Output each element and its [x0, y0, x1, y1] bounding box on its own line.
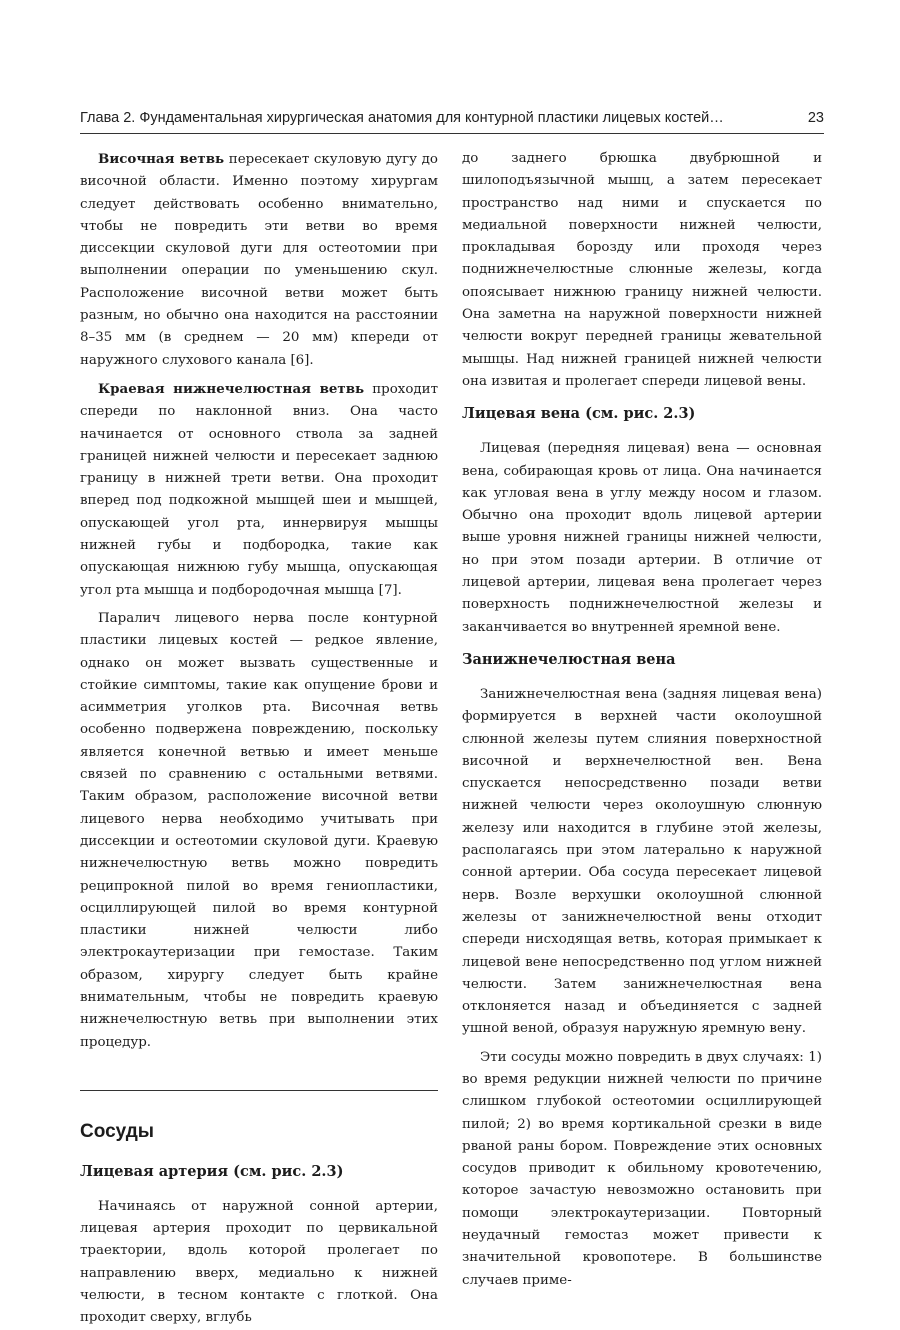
section-title-vessels: Сосуды — [80, 1120, 155, 1142]
subheading-facial-artery: Лицевая артерия (см. рис. 2.3) — [80, 1162, 344, 1180]
running-title: Глава 2. Фундаментальная хирургическая анатомия для контурной пластики лицевых костей… — [80, 110, 724, 126]
left-column — [80, 148, 438, 1330]
paragraph-facial-vein: Лицевая (передняя лицевая) вена — основная вена, собирающая кровь от лица. Она начинается как угловая вена в углу между носом и глазом. Обычно она проходит вдоль лицевой артерии выше уровня нижней границы нижней челюсти, но при этом позади артерии. В отличие от лицевой артерии, лицевая вена пролегает через поверхность поднижнечелюстной железы и заканчивается во внутренней яремной вене. — [462, 441, 822, 635]
right-column — [462, 148, 822, 1292]
paragraph-vessel-injury: Эти сосуды можно повредить в двух случаях: 1) во время редукции нижней челюсти по причине слишком глубокой остеотомии осциллирующей пилой; 2) во время кортикальной срезки в виде рваной раны бором. Повреждение этих основных сосудов приводит к обильному кровотечению, которое зачастую невозможно остановить при помощи электрокаутеризации. Повторный неудачный гемостаз может привести к значительной кровопотере. В большинстве случаев приме- — [462, 1049, 822, 1288]
paragraph-text: пересекает скуловую дугу до височной области. Именно поэтому хирургам следует действовать особенно внимательно, чтобы не повредить эти ветви во время диссекции скуловой дуги для остеотомии при выполнении операции по уменьшению скул. Расположение височной ветви может быть разным, но обычно она находится на расстоянии 8–35 мм (в среднем — 20 мм) кпереди от наружного слухового канала [6]. — [80, 152, 438, 368]
term-temporal-branch: Височная ветвь — [98, 151, 225, 167]
paragraph-facial-artery: Начинаясь от наружной сонной артерии, лицевая артерия проходит по цервикальной траектории, вдоль которой пролегает по направлению вверх, медиально к нижней челюсти, в тесном контакте с глоткой. Она проходит сверху, вглубь — [80, 1198, 438, 1326]
subheading-facial-vein: Лицевая вена (см. рис. 2.3) — [462, 405, 696, 423]
paragraph-paralysis: Паралич лицевого нерва после контурной пластики лицевых костей — редкое явление, однако он может вызвать существенные и стойкие симптомы, такие как опущение брови и асимметрия уголков рта. Височная ветвь особенно подвержена повреждению, поскольку является конечной ветвью и имеет меньше связей по сравнению с остальными ветвями. Таким образом, расположение височной ветви лицевого нерва необходимо учитывать при диссекции и остеотомии скуловой дуги. Краевую нижнечелюстную ветвь можно повредить реципрокной пилой во время гениопластики, осциллирующей пилой во время контурной пластики нижней челюсти либо электрокаутеризации при гемостазе. Таким образом, хирургу следует быть крайне внимательным, чтобы не повредить краевую нижнечелюстную ветвь при выполнении этих процедур. — [80, 610, 438, 1050]
paragraph-text: проходит спереди по наклонной вниз. Она часто начинается от основного ствола за задней границей нижней челюсти и пересекает заднюю границу в нижней трети ветви. Она проходит вперед под подкожной мышцей шеи и мышцей, опускающей угол рта, иннервируя мышцы нижней губы и подбородка, такие как опускающая нижнюю губу мышца, опускающая угол рта мышца и подбородочная мышца [7]. — [80, 381, 438, 598]
paragraph-mandibular-branch — [80, 378, 438, 602]
section-rule — [80, 1090, 438, 1091]
subheading-retromandibular-vein: Занижнечелюстная вена — [462, 650, 676, 668]
paragraph-retromandibular-vein: Занижнечелюстная вена (задняя лицевая вена) формируется в верхней части околоушной слюнной железы путем слияния поверхностной височной и верхнечелюстной вен. Вена спускается непосредственно позади ветви нижней челюсти через околоушную слюнную железу или находится в глубине этой железы, располагаясь при этом латерально к наружной сонной артерии. Оба сосуда пересекает лицевой нерв. Возле верхушки околоушной слюнной железы от занижнечелюстной вены отходит спереди нисходящая ветвь, которая примыкает к лицевой вене непосредственно под углом нижней челюсти. Затем занижнечелюстная вена отклоняется назад и объединяется с задней ушной веной, образуя наружную яремную вену. — [462, 686, 822, 1037]
running-header — [80, 110, 824, 126]
term-mandibular-branch: Краевая нижнечелюстная ветвь — [98, 380, 365, 397]
paragraph-continuation: до заднего брюшка двубрюшной и шилоподъязычной мышц, а затем пересекает пространство над ними и спускается по медиальной поверхности нижней челюсти, прокладывая борозду или проходя через поднижнечелюстные слюнные железы, когда опоясывает нижнюю границу нижней челюсти. Она заметна на наружной поверхности нижней челюсти вокруг передней границы жевательной мышцы. Над нижней границей нижней челюсти она извитая и пролегает спереди лицевой вены. — [462, 151, 822, 389]
page-number: 23 — [807, 110, 824, 126]
paragraph-temporal-branch — [80, 148, 438, 372]
header-rule — [80, 133, 824, 134]
